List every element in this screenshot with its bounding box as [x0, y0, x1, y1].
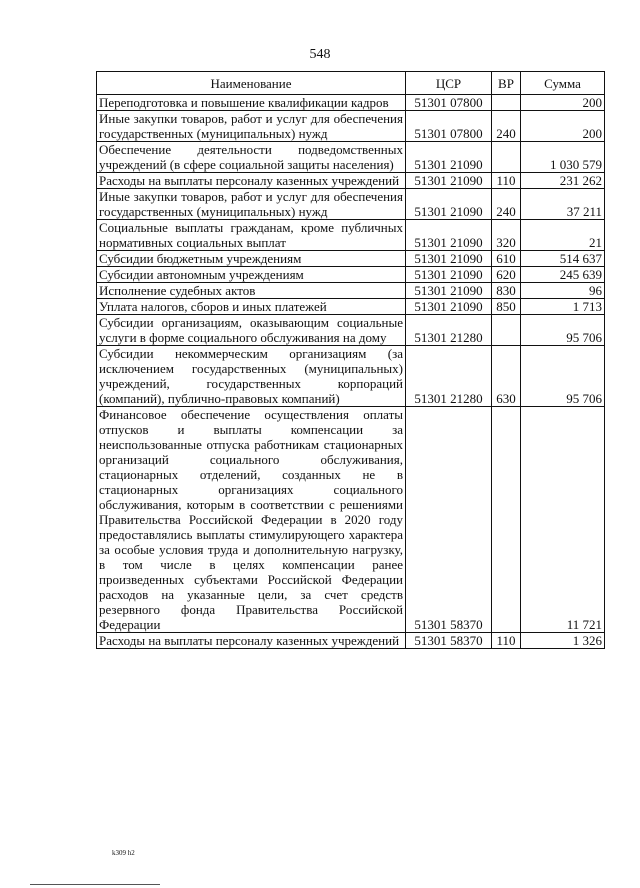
- row-sum: 1 030 579: [521, 142, 605, 173]
- table-row: [97, 299, 605, 315]
- row-sum: 95 706: [521, 315, 605, 346]
- row-vr: 320: [492, 220, 521, 251]
- row-name: Расходы на выплаты персоналу казенных учреждений: [97, 173, 406, 189]
- table-row: [97, 283, 605, 299]
- table-row: [97, 315, 605, 346]
- row-sum: 95 706: [521, 346, 605, 407]
- row-name: Переподготовка и повышение квалификации кадров: [97, 95, 406, 111]
- row-csr: 51301 58370: [406, 633, 492, 649]
- row-csr: 51301 07800: [406, 111, 492, 142]
- row-csr: 51301 21090: [406, 142, 492, 173]
- page-number: 548: [309, 47, 331, 62]
- table-row: [97, 111, 605, 142]
- row-sum: 514 637: [521, 251, 605, 267]
- row-csr: 51301 21090: [406, 267, 492, 283]
- row-csr: 51301 21090: [406, 299, 492, 315]
- table-row: [97, 633, 605, 649]
- table-row: [97, 95, 605, 111]
- row-sum: 21: [521, 220, 605, 251]
- row-vr: 610: [492, 251, 521, 267]
- row-vr: [492, 95, 521, 111]
- row-name: Субсидии автономным учреждениям: [97, 267, 406, 283]
- table-row: [97, 346, 605, 407]
- row-vr: [492, 407, 521, 633]
- table-row: [97, 220, 605, 251]
- row-csr: 51301 21090: [406, 220, 492, 251]
- row-sum: 1 326: [521, 633, 605, 649]
- table-row: [97, 189, 605, 220]
- header-vr: ВР: [492, 72, 521, 95]
- row-vr: 110: [492, 173, 521, 189]
- row-csr: 51301 21280: [406, 346, 492, 407]
- row-vr: 620: [492, 267, 521, 283]
- row-name: Иные закупки товаров, работ и услуг для обеспечения государственных (муниципальных) нужд: [97, 111, 406, 142]
- row-vr: [492, 315, 521, 346]
- table-row: [97, 142, 605, 173]
- row-csr: 51301 21090: [406, 173, 492, 189]
- row-name: Иные закупки товаров, работ и услуг для обеспечения государственных (муниципальных) нужд: [97, 189, 406, 220]
- footer-code: k309 h2: [112, 849, 135, 857]
- row-sum: 11 721: [521, 407, 605, 633]
- row-vr: 630: [492, 346, 521, 407]
- table-row: [97, 173, 605, 189]
- table-row: [97, 267, 605, 283]
- table-header-row: [97, 72, 605, 95]
- row-csr: 51301 21090: [406, 251, 492, 267]
- row-csr: 51301 07800: [406, 95, 492, 111]
- row-vr: 240: [492, 189, 521, 220]
- row-vr: 830: [492, 283, 521, 299]
- row-vr: [492, 142, 521, 173]
- row-vr: 110: [492, 633, 521, 649]
- row-name: Субсидии бюджетным учреждениям: [97, 251, 406, 267]
- row-csr: 51301 58370: [406, 407, 492, 633]
- header-csr: ЦСР: [406, 72, 492, 95]
- row-name: Расходы на выплаты персоналу казенных учреждений: [97, 633, 406, 649]
- row-name: Исполнение судебных актов: [97, 283, 406, 299]
- table-row: [97, 251, 605, 267]
- row-sum: 200: [521, 95, 605, 111]
- row-csr: 51301 21280: [406, 315, 492, 346]
- row-csr: 51301 21090: [406, 283, 492, 299]
- row-name: Уплата налогов, сборов и иных платежей: [97, 299, 406, 315]
- row-name: Субсидии некоммерческим организациям (за исключением государственных (муниципальных) учреждений, государственных корпораций (компаний), публично-правовых компаний): [97, 346, 406, 407]
- row-name: Обеспечение деятельности подведомственных учреждений (в сфере социальной защиты населения): [97, 142, 406, 173]
- row-sum: 200: [521, 111, 605, 142]
- row-sum: 1 713: [521, 299, 605, 315]
- row-sum: 37 211: [521, 189, 605, 220]
- row-sum: 96: [521, 283, 605, 299]
- row-vr: 240: [492, 111, 521, 142]
- row-vr: 850: [492, 299, 521, 315]
- table-row: [97, 407, 605, 633]
- row-name: Социальные выплаты гражданам, кроме публичных нормативных социальных выплат: [97, 220, 406, 251]
- row-csr: 51301 21090: [406, 189, 492, 220]
- header-name: Наименование: [97, 72, 406, 95]
- row-name: Финансовое обеспечение осуществления оплаты отпусков и выплаты компенсации за неиспользованные отпуска работникам стационарных организаций социального обслуживания, стационарных отделений, созданных не в стационарных организациях социального обслуживания, которым в соответствии с решениями Правительства Российской Федерации в 2020 году предоставлялись выплаты стимулирующего характера за особые условия труда и дополнительную нагрузку, в том числе в целях компенсации ранее произведенных субъектами Российской Федерации расходов на указанные цели, за счет средств резервного фонда Правительства Российской Федерации: [97, 407, 406, 633]
- row-sum: 245 639: [521, 267, 605, 283]
- footer-divider: [30, 884, 160, 885]
- header-sum: Сумма: [521, 72, 605, 95]
- budget-table: [96, 71, 605, 649]
- row-name: Субсидии организациям, оказывающим социальные услуги в форме социального обслуживания на дому: [97, 315, 406, 346]
- row-sum: 231 262: [521, 173, 605, 189]
